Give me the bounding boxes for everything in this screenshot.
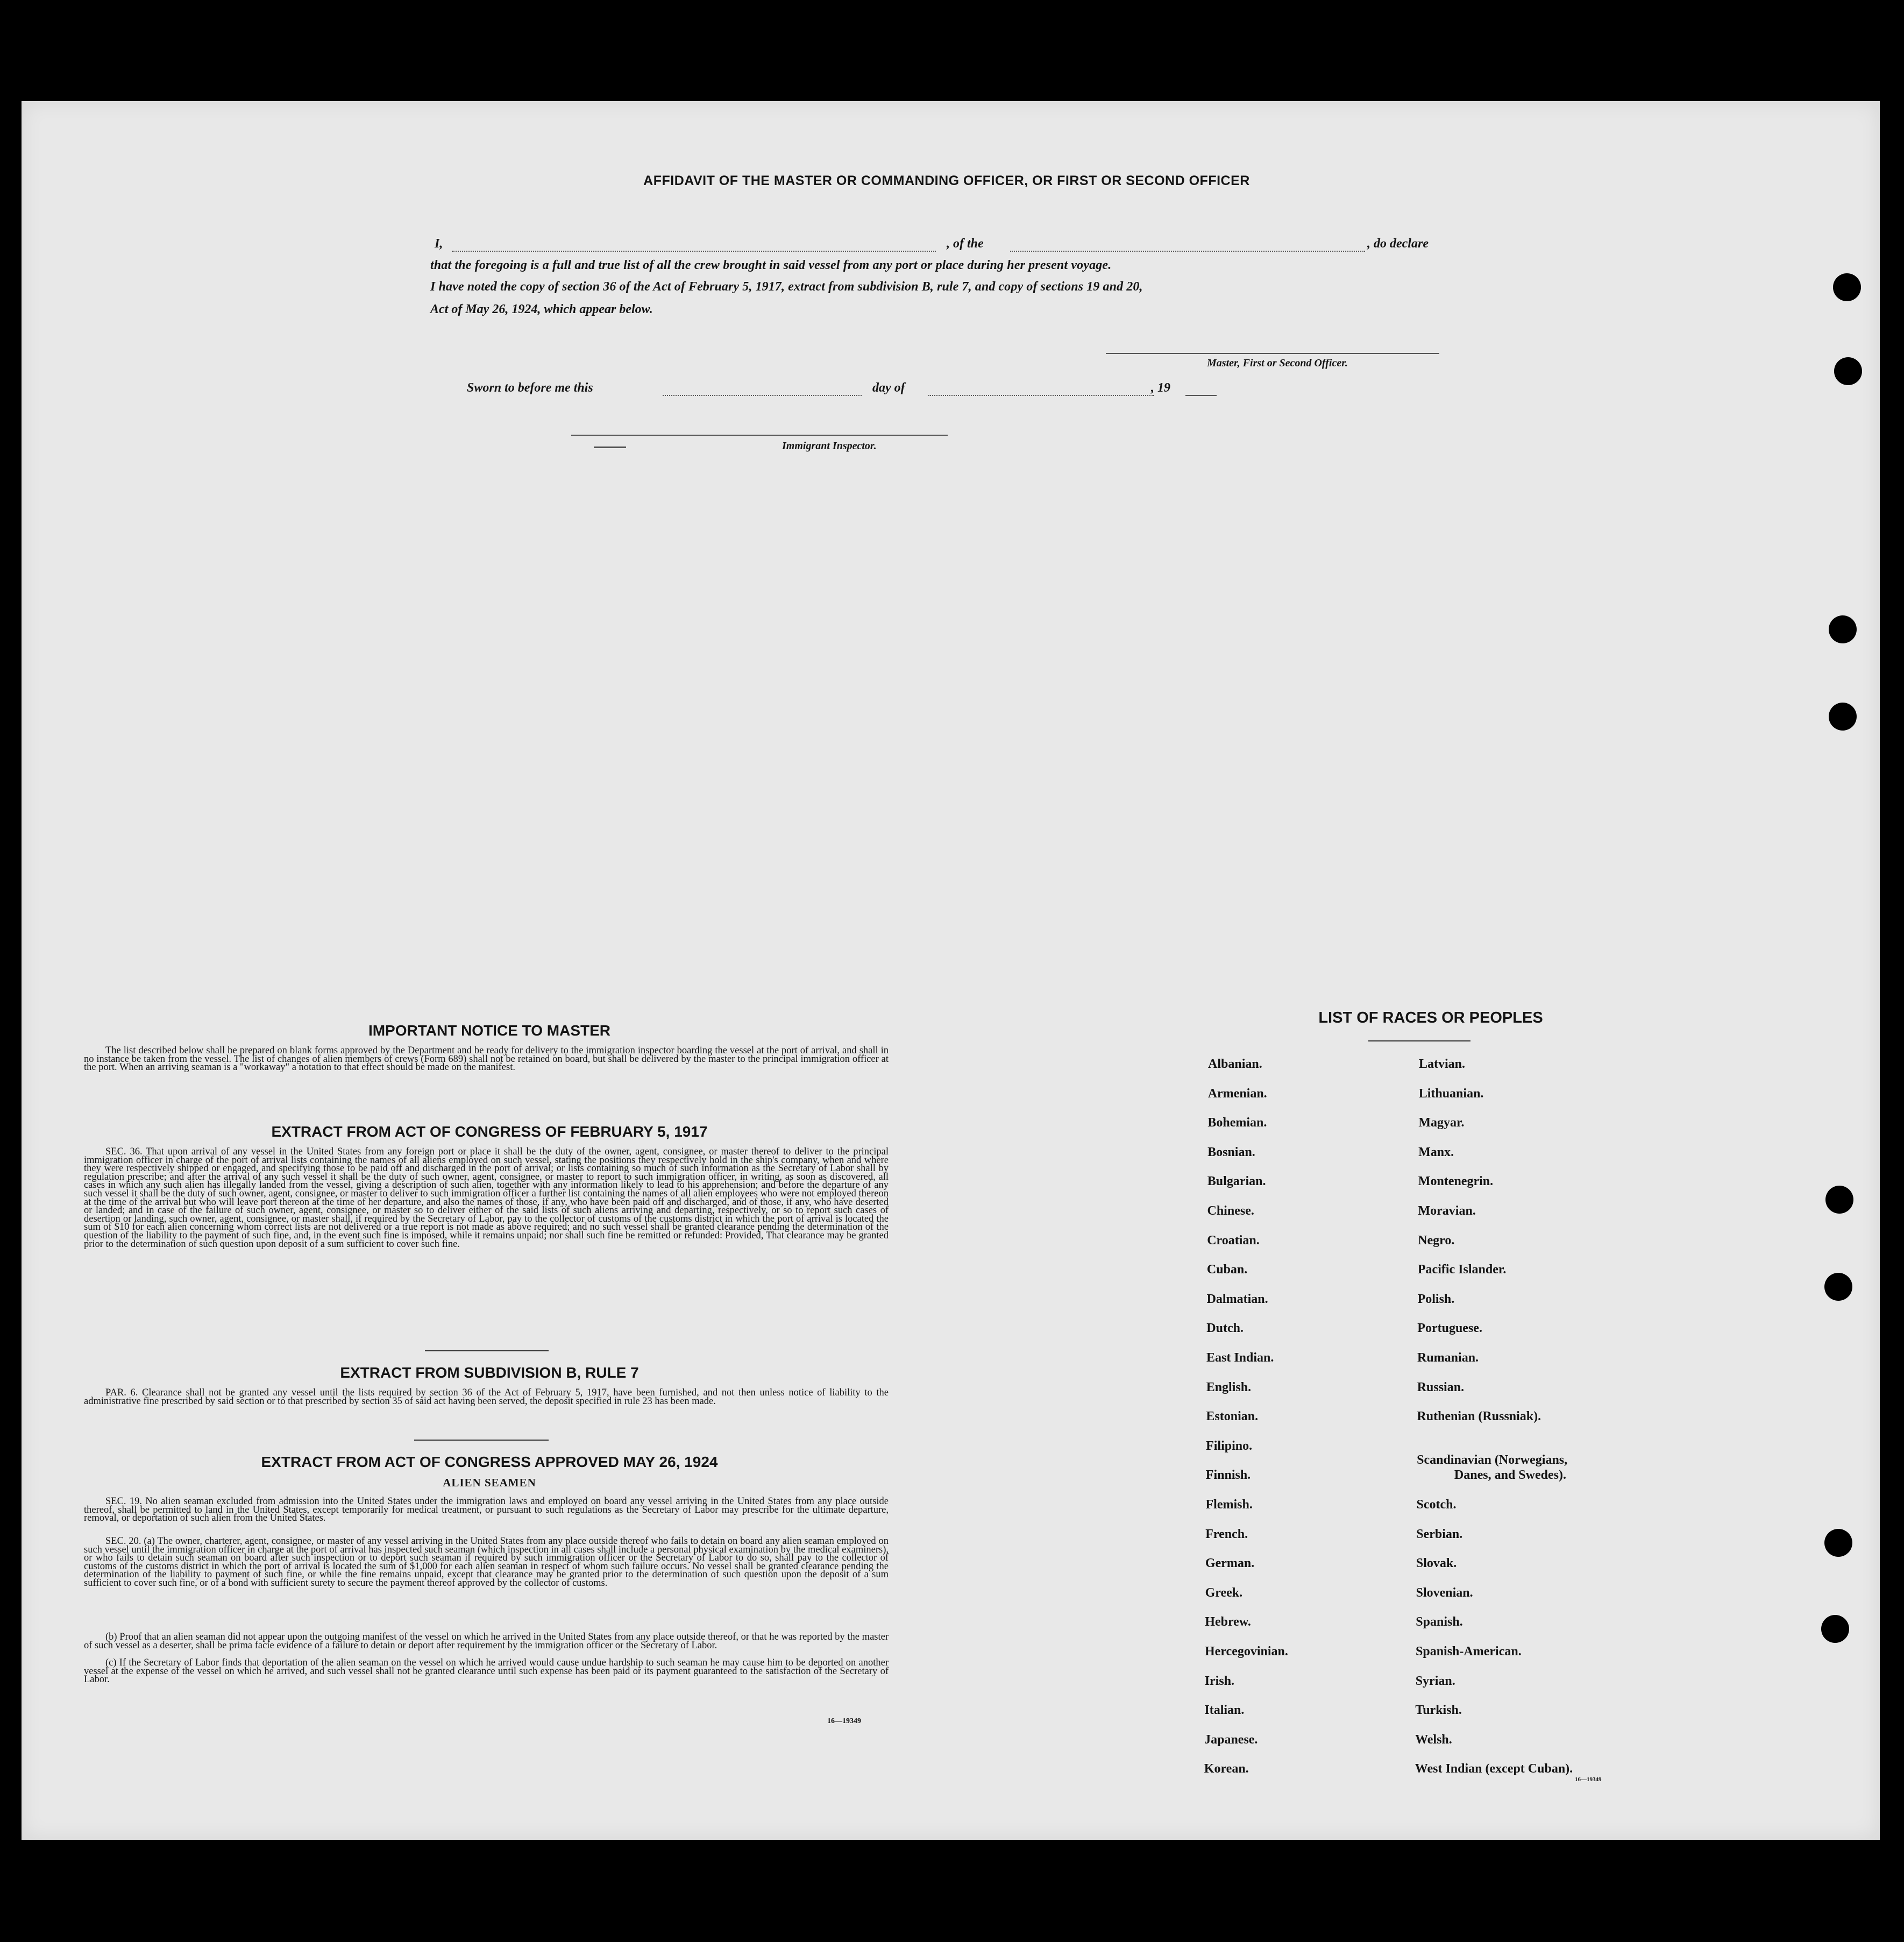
form-code: 16—19349	[827, 1717, 861, 1725]
year-text: , 19	[1151, 381, 1170, 395]
race-item: Polish.	[1417, 1292, 1455, 1306]
rule7-heading: EXTRACT FROM SUBDIVISION B, RULE 7	[340, 1364, 639, 1381]
races-divider	[1368, 1040, 1470, 1041]
race-item: Pacific Islander.	[1417, 1263, 1507, 1277]
race-item: Hercegovinian.	[1205, 1645, 1288, 1659]
race-item: Armenian.	[1207, 1086, 1267, 1101]
race-item: Ruthenian (Russniak).	[1417, 1409, 1541, 1424]
race-item: Finnish.	[1205, 1468, 1251, 1483]
race-item: Manx.	[1418, 1145, 1454, 1159]
punch-hole	[1825, 1186, 1853, 1214]
race-item: East Indian.	[1206, 1351, 1274, 1365]
master-signature-line[interactable]	[1106, 353, 1439, 354]
affidavit-line3: I have noted the copy of section 36 of the Act of February 5, 1917, extract from subdivision B, rule 7, and copy of sections 19 and 20,	[430, 280, 1143, 294]
race-item: Serbian.	[1416, 1527, 1463, 1541]
punch-hole	[1833, 273, 1861, 301]
inspector-label: Immigrant Inspector.	[782, 440, 877, 452]
punch-hole	[1821, 1615, 1849, 1643]
notice-text: The list described below shall be prepared on blank forms approved by the Department and be ready for delivery to the immigration inspector boarding the vessel at the port of arrival, and shall in no instance be taken from the vessel. The list of changes of alien members of crews (Form 689) shall not be retained on board, but shall be delivered by the master to the principal immigration officer at the port. When an arriving seaman is a "workaway" a notation to that effect should be made on the manifest.	[84, 1045, 889, 1073]
affidavit-i: I,	[435, 237, 443, 251]
race-item: Dalmatian.	[1206, 1292, 1268, 1306]
race-item: West Indian (except Cuban).	[1415, 1762, 1573, 1776]
race-item: Irish.	[1204, 1674, 1235, 1688]
races-heading: LIST OF RACES OR PEOPLES	[1318, 1009, 1543, 1026]
punch-hole	[1824, 1273, 1852, 1301]
race-item: Croatian.	[1207, 1233, 1260, 1248]
extract-1917-heading: EXTRACT FROM ACT OF CONGRESS OF FEBRUARY 5, 1917	[271, 1123, 708, 1140]
race-item: Magyar.	[1418, 1116, 1465, 1130]
races-form-code: 16—19349	[1575, 1776, 1602, 1783]
race-item: Spanish-American.	[1416, 1645, 1522, 1659]
section-divider	[425, 1350, 549, 1351]
sec20b-text: (b) Proof that an alien seaman did not appear upon the outgoing manifest of the vessel on which he arrived in the United States from any place outside thereof, or that he was reported by the master of such vessel as a deserter, shall be prima facie evidence of a failure to detain or deport after requirement by the immigration officer or the Secretary of Labor.	[84, 1632, 889, 1651]
race-item: Portuguese.	[1417, 1321, 1482, 1336]
alien-seamen-subheading: ALIEN SEAMEN	[443, 1476, 536, 1489]
master-signature-label: Master, First or Second Officer.	[1207, 357, 1348, 369]
race-item: Filipino.	[1206, 1438, 1253, 1453]
race-item: Flemish.	[1205, 1498, 1253, 1512]
inspector-signature-line[interactable]	[571, 435, 948, 436]
punch-hole	[1834, 357, 1862, 385]
name-blank[interactable]	[452, 251, 936, 252]
race-item: Lithuanian.	[1418, 1086, 1484, 1101]
race-item: Slovak.	[1416, 1556, 1457, 1571]
sworn-month-blank[interactable]	[928, 395, 1154, 396]
race-item: Greek.	[1205, 1585, 1243, 1600]
extract-1924-heading: EXTRACT FROM ACT OF CONGRESS APPROVED MAY 26, 1924	[261, 1454, 718, 1470]
punch-hole	[1829, 615, 1857, 643]
race-item: English.	[1206, 1380, 1252, 1394]
race-item: Bohemian.	[1207, 1116, 1267, 1130]
race-item: Albanian.	[1208, 1057, 1262, 1071]
race-item: Scotch.	[1416, 1498, 1457, 1512]
race-item: Scandinavian (Norwegians,	[1417, 1452, 1568, 1467]
notice-heading: IMPORTANT NOTICE TO MASTER	[368, 1022, 611, 1039]
race-item: Bulgarian.	[1207, 1174, 1266, 1189]
race-item: Montenegrin.	[1418, 1174, 1494, 1189]
race-item: Turkish.	[1415, 1703, 1462, 1718]
race-item: Welsh.	[1415, 1732, 1452, 1747]
rule7-text: PAR. 6. Clearance shall not be granted any vessel until the lists required by section 36 of the Act of February 5, 1917, have been furnished, and not then unless notice of liability to the administrative fine prescribed by said section or to that prescribed by section 35 of said act having been served, the deposit specified in rule 23 has been made.	[84, 1387, 889, 1407]
extract-1917-text: SEC. 36. That upon arrival of any vessel in the United States from any foreign port or place it shall be the duty of the owner, agent, consignee, or master thereof to deliver to the principal immigration officer in charge of the port of arrival lists containing the names of all aliens employed on such vessel, stating the positions they respectively hold in the ship's company, when and where they were respectively shipped or engaged, and specifying those to be paid off and discharged in the port of arrival; or lists containing so much of such information as the Secretary of Labor shall by regulation prescribe; and after the arrival of any such vessel it shall be the duty of such owner, agent, consignee, or master to report to such immigration officer, in writing, as soon as discovered, all cases in which any such alien has illegally landed from the vessel, giving a description of such alien, together with any information likely to lead to his apprehension; and before the departure of any such vessel it shall be the duty of such owner, agent, consignee, or master to deliver to such immigration officer a further list containing the names of all alien employees who were not employed thereon at the time of the arrival but who will leave port thereon at the time of her departure, and also the names of those, if any, who have been paid off and discharged, and of those, if any, who have deserted or landed; and in case of the failure of such owner, agent, consignee, or master so to deliver either of the said lists of such aliens arriving and departing, respectively, or so to report such cases of desertion or landing, such owner, agent, consignee, or master shall, if required by the Secretary of Labor, pay to the collector of customs of the customs district in which the port of arrival is located the sum of $10 for each alien concerning whom correct lists are not delivered or a true report is not made as above required; and no such vessel shall be granted clearance pending the determination of the question of the liability to the payment of such fine, and, in the event such fine is imposed, while it remains unpaid; nor shall such fine be remitted or refunded: Provided, That clearance may be granted prior to the determination of such question upon deposit of a sum sufficient to cover such fine.	[84, 1146, 889, 1250]
race-item: Estonian.	[1206, 1409, 1259, 1424]
sec19-text: SEC. 19. No alien seaman excluded from admission into the United States under the immigration laws and employed on board any vessel arriving in the United States from any place outside thereof, shall be permitted to land in the United States, except temporarily for medical treatment, or pursuant to such regulations as the Secretary of Labor may prescribe for the ultimate departure, removal, or deportation of such alien from the United States.	[84, 1496, 889, 1524]
race-item: Rumanian.	[1417, 1351, 1479, 1365]
race-item: Latvian.	[1419, 1057, 1466, 1071]
sworn-text: Sworn to before me this	[467, 381, 593, 395]
punch-hole	[1824, 1529, 1852, 1557]
affidavit-line2: that the foregoing is a full and true list of all the crew brought in said vessel from any port or place during her present voyage.	[430, 258, 1112, 272]
vessel-blank[interactable]	[1010, 251, 1365, 252]
race-item: Spanish.	[1416, 1615, 1463, 1629]
inspector-signature-mark	[594, 446, 626, 448]
race-item: Cuban.	[1206, 1263, 1248, 1277]
sec20c-text: (c) If the Secretary of Labor finds that deportation of the alien seaman on the vessel on which he arrived would cause undue hardship to such seaman he may cause him to be deported on another vessel at the expense of the vessel on which he arrived, and such vessel shall not be granted clearance until such expense has been paid or its payment guaranteed to the satisfaction of the Secretary of Labor.	[84, 1657, 889, 1685]
race-item: Danes, and Swedes).	[1454, 1468, 1566, 1482]
year-blank[interactable]	[1185, 395, 1217, 396]
sworn-day-blank[interactable]	[663, 395, 862, 396]
affidavit-title: AFFIDAVIT OF THE MASTER OR COMMANDING OFFICER, OR FIRST OR SECOND OFFICER	[643, 173, 1250, 188]
affidavit-of-the: , of the	[947, 237, 984, 251]
race-item: German.	[1205, 1556, 1255, 1571]
punch-hole	[1829, 703, 1857, 731]
day-of-text: day of	[872, 381, 905, 395]
affidavit-line4: Act of May 26, 1924, which appear below.	[430, 302, 653, 316]
race-item: Korean.	[1204, 1762, 1249, 1776]
race-item: Italian.	[1204, 1703, 1245, 1718]
race-item: Moravian.	[1418, 1204, 1476, 1218]
sec20a-text: SEC. 20. (a) The owner, charterer, agent, consignee, or master of any vessel arriving in the United States from any place outside thereof who fails to detain on board any alien seaman employed on such vessel until the immigration officer in charge at the port of arrival has inspected such seaman (which inspection in all cases shall include a personal physical examination by the medical examiners), or who fails to detain such seaman on board after such inspection or to deport such seaman if required by such immigration officer or the Secretary of Labor to do so, shall pay to the collector of customs of the customs district in which the port of arrival is located the sum of $1,000 for each alien seaman in respect of whom such failure occurs. No vessel shall be granted clearance pending the determination of the liability to payment of such fine, or while the fine remains unpaid, except that clearance may be granted prior to the determination of such question upon the deposit of a sum sufficient to cover such fine, or of a bond with sufficient surety to secure the payment thereof approved by the collector of customs.	[84, 1536, 889, 1589]
affidavit-declare: , do declare	[1367, 237, 1429, 251]
section-divider	[414, 1440, 549, 1441]
race-item: Dutch.	[1206, 1321, 1244, 1336]
race-item: Syrian.	[1415, 1674, 1455, 1688]
race-item: Slovenian.	[1416, 1585, 1473, 1600]
race-item: Japanese.	[1204, 1732, 1258, 1747]
race-item: Chinese.	[1207, 1204, 1254, 1218]
race-item: Hebrew.	[1205, 1615, 1251, 1629]
race-item: Russian.	[1417, 1380, 1465, 1394]
race-item: French.	[1205, 1527, 1248, 1541]
race-item: Negro.	[1418, 1233, 1455, 1248]
race-item: Bosnian.	[1207, 1145, 1255, 1159]
